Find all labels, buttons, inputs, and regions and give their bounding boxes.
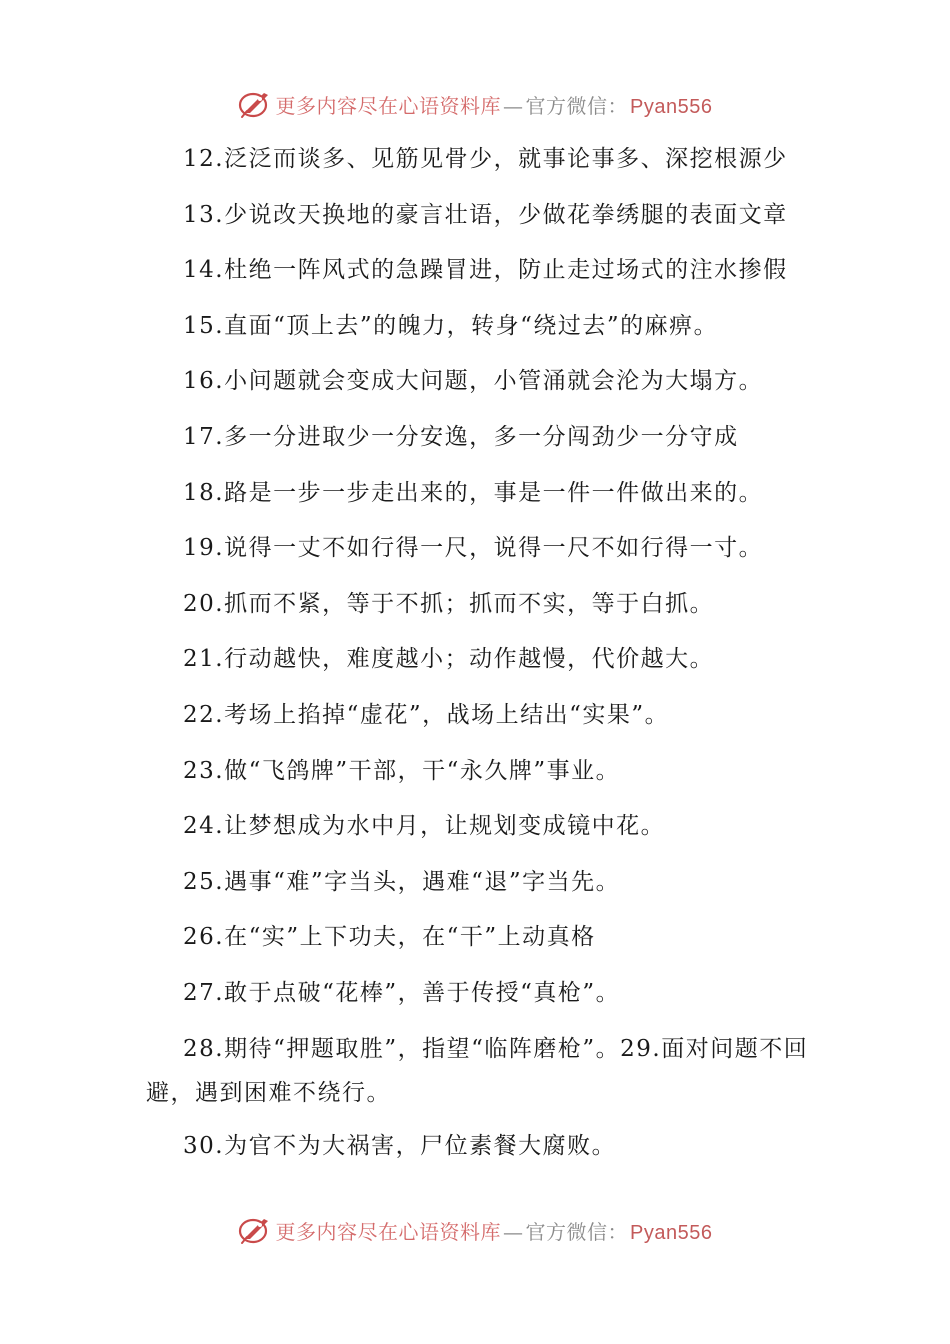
text-line-26: 26.在“实”上下功夫，在“干”上动真格 [183, 924, 596, 951]
banner-handle: Pyan556 [630, 95, 713, 118]
text-line-13: 13.少说改天换地的豪言壮语，少做花拳绣腿的表面文章 [183, 201, 788, 228]
text-line-22: 22.考场上掐掉“虚花”，战场上结出“实果”。 [183, 701, 670, 728]
text-line-24: 24.让梦想成为水中月，让规划变成镜中花。 [183, 813, 666, 840]
quill-logo-icon [238, 87, 272, 121]
text-line-19: 19.说得一丈不如行得一尺，说得一尺不如行得一寸。 [183, 535, 764, 562]
header-banner [0, 84, 950, 124]
banner-label: 官方微信： [525, 93, 629, 118]
document-body [146, 140, 816, 1182]
text-line-15: 15.直面“顶上去”的魄力，转身“绕过去”的麻痹。 [183, 312, 719, 339]
banner-text [276, 90, 713, 119]
text-line-30: 30.为官不为大祸害，尸位素餐大腐败。 [183, 1132, 617, 1159]
banner-separator: — [503, 93, 524, 118]
banner-site-name: 更多内容尽在心语资料库 [275, 93, 502, 118]
banner-handle: Pyan556 [630, 1221, 713, 1244]
footer-banner [0, 1210, 950, 1250]
text-line-27: 27.敢于点破“花棒”，善于传授“真枪”。 [183, 979, 621, 1006]
text-line-14: 14.杜绝一阵风式的急躁冒进，防止走过场式的注水掺假 [183, 257, 788, 284]
banner-text [276, 1216, 713, 1245]
text-line-20: 20.抓而不紧，等于不抓；抓而不实，等于白抓。 [183, 590, 715, 617]
quill-logo-icon [238, 1213, 272, 1247]
text-line-12: 12.泛泛而谈多、见筋见骨少，就事论事多、深挖根源少 [183, 146, 788, 172]
text-line-18: 18.路是一步一步走出来的，事是一件一件做出来的。 [183, 479, 764, 506]
text-line-16: 16.小问题就会变成大问题，小管涌就会沦为大塌方。 [183, 368, 764, 395]
text-line-21: 21.行动越快，难度越小；动作越慢，代价越大。 [183, 646, 715, 673]
banner-label: 官方微信： [525, 1219, 629, 1244]
text-line-23: 23.做“飞鸽牌”干部，干“永久牌”事业。 [183, 757, 621, 784]
text-line-17: 17.多一分进取少一分安逸，多一分闯劲少一分守成 [183, 423, 739, 450]
banner-site-name: 更多内容尽在心语资料库 [275, 1219, 502, 1244]
text-line-25: 25.遇事“难”字当头，遇难“退”字当先。 [183, 868, 621, 895]
text-line-28-29: 28.期待“押题取胜”，指望“临阵磨枪”。29.面对问题不回避，遇到困难不绕行。 [146, 1035, 809, 1106]
banner-separator: — [503, 1219, 524, 1244]
